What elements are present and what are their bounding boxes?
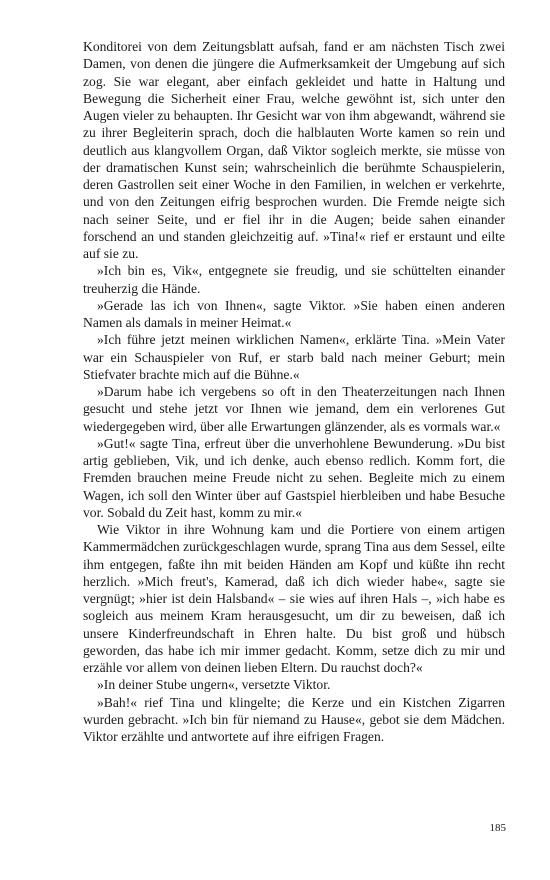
page-text-block bbox=[83, 38, 505, 745]
paragraph-9: »Bah!« rief Tina und klingelte; die Kerze und ein Kistchen Zigarren wurden gebracht. »Ich bin für niemand zu Hause«, gebot sie dem Mädchen. Viktor erzählte und antwortete auf ihre eifrigen Fragen. bbox=[83, 694, 505, 744]
paragraph-5: »Darum habe ich vergebens so oft in den Theaterzeitungen nach Ihnen gesucht und stehe jetzt vor Ihnen wie jemand, dem ein verlorenes Gut wiedergegeben wird, über alle Erwartungen glänzender, als es vormals war.« bbox=[83, 384, 505, 434]
page-number: 185 bbox=[489, 822, 506, 834]
paragraph-6: »Gut!« sagte Tina, erfreut über die unverhohlene Bewunderung. »Du bist artig geblieben, Vik, und ich denke, auch ebenso redlich. Komm fort, die Fremden brauchen meine Freude nicht zu sehen. Begleite mich zu einem Wagen, ich soll den Winter über auf Gastspiel hierbleiben und habe Besuche vor. Sobald du Zeit hast, komm zu mir.« bbox=[83, 435, 505, 520]
paragraph-1: Konditorei von dem Zeitungsblatt aufsah, fand er am nächsten Tisch zwei Damen, von denen die jüngere die Aufmerksamkeit der Umgebung auf sich zog. Sie war elegant, aber einfach gekleidet und hatte in Haltung und Bewegung die Sicherheit einer Frau, welche gewöhnt ist, sich unter den Augen vieler zu behaupten. Ihr Gesicht war von ihm abgewandt, während sie zu ihrer Begleiterin sprach, doch die halblauten Worte kamen so rein und deutlich aus klangvollem Organ, daß Viktor sogleich merkte, sie müsse von der dramatischen Kunst sein; wahrscheinlich die berühmte Schauspielerin, deren Gastrollen seit einer Woche in den Familien, in welchen er verkehrte, und von den Zeitungen eifrig besprochen wurden. Die Fremde neigte sich nach seiner Seite, und er fiel ihr in die Augen; beide sahen einander forschend an und standen gleichzeitig auf. »Tina!« rief er erstaunt und eilte auf sie zu. bbox=[83, 39, 505, 261]
paragraph-7: Wie Viktor in ihre Wohnung kam und die Portiere von einem artigen Kammermädchen zurückgeschlagen wurde, sprang Tina aus dem Sessel, eilte ihm entgegen, faßte ihn mit beiden Händen am Kopf und küßte ihn recht herzlich. »Mich freut's, Kamerad, daß ich dich wieder habe«, sagte sie vergnügt; »hier ist dein Halsband« – sie wies auf ihren Hals –, »ich habe es sogleich aus meinem Kram herausgesucht, um dir zu beweisen, daß ich unsere Kinderfreundschaft in Ehren halte. Du bist groß und hübsch geworden, das habe ich mir immer gedacht. Komm, setze dich zu mir und erzähle vor allem von deinen lieben Eltern. Du rauchst doch?« bbox=[83, 522, 505, 675]
paragraph-8: »In deiner Stube ungern«, versetzte Viktor. bbox=[97, 677, 331, 693]
paragraph-4: »Ich führe jetzt meinen wirklichen Namen«, erklärte Tina. »Mein Vater war ein Schauspieler von Ruf, er starb bald nach meiner Geburt; mein Stiefvater brachte mich auf die Bühne.« bbox=[83, 332, 505, 382]
paragraph-3: »Gerade las ich von Ihnen«, sagte Viktor. »Sie haben einen anderen Namen als damals in meiner Heimat.« bbox=[83, 297, 505, 330]
paragraph-2: »Ich bin es, Vik«, entgegnete sie freudig, und sie schüttelten einander treuherzig die Hände. bbox=[83, 263, 505, 296]
